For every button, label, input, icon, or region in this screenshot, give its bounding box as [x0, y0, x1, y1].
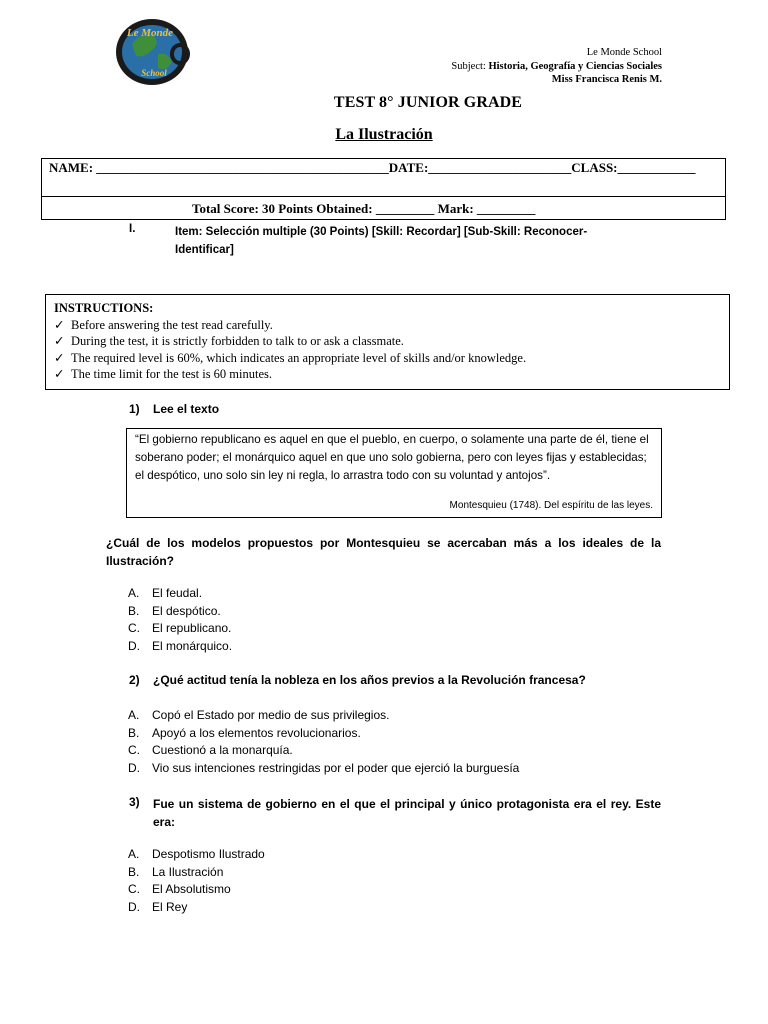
- option[interactable]: [128, 846, 265, 864]
- option-text: El Rey: [152, 899, 188, 914]
- question-3-number: 3): [129, 795, 140, 809]
- option[interactable]: [128, 881, 265, 899]
- instruction-item: [54, 366, 721, 383]
- option-letter: A.: [128, 586, 140, 600]
- option[interactable]: [128, 707, 519, 725]
- question-3-options: [128, 846, 265, 916]
- instruction-item: [54, 333, 721, 350]
- option-letter: C.: [128, 621, 140, 635]
- option-letter: A.: [128, 708, 140, 722]
- question-2-options: [128, 707, 519, 777]
- option-text: El monárquico.: [152, 638, 233, 653]
- instruction-text: The time limit for the test is 60 minutes.: [71, 367, 273, 381]
- option[interactable]: [128, 620, 232, 638]
- check-icon: ✓: [54, 334, 65, 348]
- quote-box: [126, 428, 662, 518]
- option-text: Copó el Estado por medio de sus privilegios.: [152, 708, 390, 722]
- item-number: I.: [129, 223, 136, 235]
- teacher-name: Miss Francisca Renis M.: [551, 74, 662, 85]
- option[interactable]: [128, 899, 265, 917]
- instruction-item: [54, 350, 721, 367]
- instruction-text: The required level is 60%, which indicates an appropriate level of skills and/or knowledge.: [71, 350, 527, 365]
- school-info: [451, 46, 662, 87]
- option-letter: A.: [128, 847, 140, 861]
- option-letter: D.: [128, 638, 140, 653]
- check-icon: ✓: [54, 367, 65, 381]
- option[interactable]: [128, 742, 519, 760]
- option-letter: C.: [128, 743, 140, 757]
- instruction-item: [54, 317, 721, 334]
- question-1-text: ¿Cuál de los modelos propuestos por Montesquieu se acercaban más a los ideales de la Ilustración?: [106, 536, 661, 568]
- instructions-title: INSTRUCTIONS:: [54, 301, 154, 315]
- option-text: Cuestionó a la monarquía.: [152, 743, 293, 757]
- option-text: Apoyó a los elementos revolucionarios.: [152, 725, 361, 740]
- question-1-options: [128, 585, 232, 655]
- option-letter: D.: [128, 899, 140, 914]
- instruction-text: Before answering the test read carefully.: [71, 317, 273, 332]
- option-letter: B.: [128, 725, 140, 740]
- logo-text-bottom: School: [141, 68, 167, 78]
- option-letter: D.: [128, 760, 140, 775]
- question-3-text: Fue un sistema de gobierno en el que el principal y único protagonista era el rey. Este era:: [153, 797, 661, 829]
- item-description: Item: Selección multiple (30 Points) [Skill: Recordar] [Sub-Skill: Reconocer-Identificar]: [175, 226, 588, 256]
- check-icon: ✓: [54, 317, 65, 332]
- instructions-box: [45, 294, 730, 390]
- option-text: El despótico.: [152, 603, 221, 618]
- student-info-box: [41, 158, 726, 220]
- subject-line: [451, 60, 662, 74]
- school-name: Le Monde School: [586, 47, 662, 58]
- option-text: El Absolutismo: [152, 882, 231, 896]
- option-letter: C.: [128, 882, 140, 896]
- option[interactable]: [128, 585, 232, 603]
- subject-value: Historia, Geografía y Ciencias Sociales: [488, 60, 662, 72]
- logo-text-top: Le Monde: [126, 27, 174, 39]
- option[interactable]: [128, 760, 519, 778]
- option[interactable]: [128, 638, 232, 656]
- topic-title: La Ilustración: [335, 126, 433, 143]
- score-row: Total Score: 30 Points Obtained: _________ Mark: _________: [192, 201, 536, 216]
- divider: [42, 196, 725, 197]
- option-text: El republicano.: [152, 621, 232, 635]
- name-date-class-row[interactable]: NAME: _____________________________________________DATE:______________________CLASS:____________: [49, 160, 696, 175]
- option-letter: B.: [128, 864, 140, 879]
- instruction-text: During the test, it is strictly forbidden to talk to or ask a classmate.: [71, 334, 404, 348]
- option-text: El feudal.: [152, 586, 203, 600]
- question-2-text: 2) ¿Qué actitud tenía la nobleza en los años previos a la Revolución francesa?: [129, 673, 586, 687]
- subject-label: Subject:: [451, 60, 486, 72]
- option-letter: B.: [128, 603, 140, 618]
- option-text: Vio sus intenciones restringidas por el poder que ejerció la burguesía: [152, 760, 520, 775]
- quote-source: Montesquieu (1748). Del espíritu de las leyes.: [449, 500, 653, 511]
- check-icon: ✓: [54, 350, 65, 365]
- test-title: TEST 8° JUNIOR GRADE: [333, 94, 523, 111]
- option-text: La Ilustración: [152, 864, 224, 879]
- option-text: Despotismo Ilustrado: [152, 847, 265, 861]
- question-1-label: 1) Lee el texto: [129, 402, 220, 416]
- option[interactable]: [128, 603, 232, 621]
- quote-text: “El gobierno republicano es aquel en que el pueblo, en cuerpo, o solamente una parte de él, tiene el soberano poder; el monárquico aquel en que uno solo gobierna, pero con leyes fijas y establecidas; el despótico, uno solo sin ley ni regla, lo arrastra todo con su voluntad y antojos”.: [135, 433, 649, 482]
- school-logo: [110, 14, 194, 88]
- option[interactable]: [128, 725, 519, 743]
- option[interactable]: [128, 864, 265, 882]
